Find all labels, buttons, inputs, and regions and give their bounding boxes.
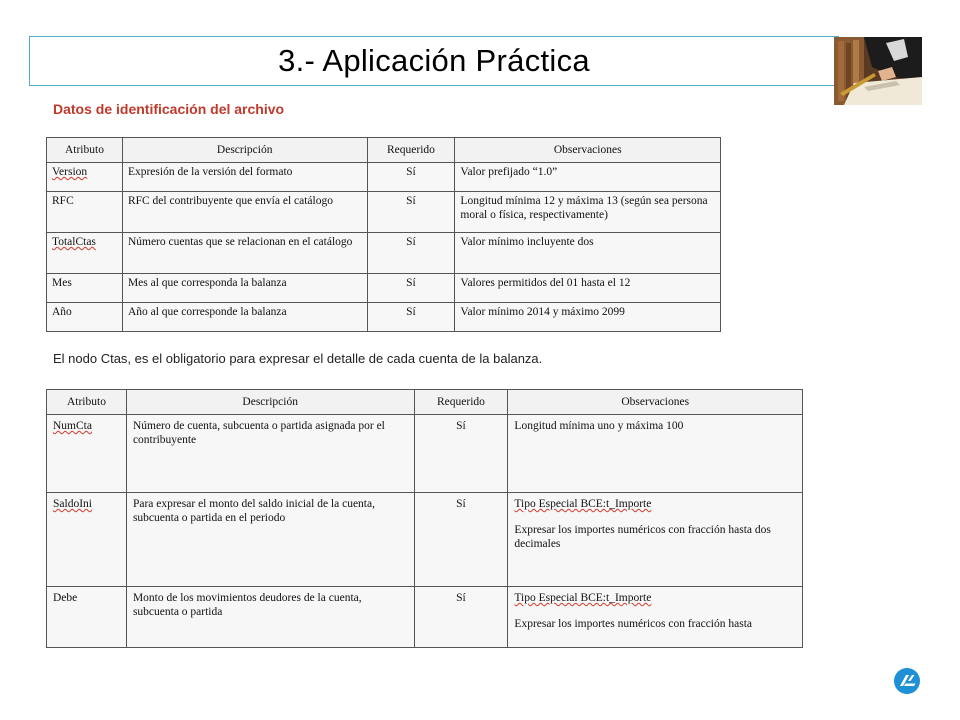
cell-requerido: Sí xyxy=(367,233,455,274)
header-requerido: Requerido xyxy=(414,390,508,415)
cell-requerido: Sí xyxy=(367,163,455,192)
attribute-name: Version xyxy=(52,166,88,178)
cell-observaciones: Valor mínimo 2014 y máximo 2099 xyxy=(455,303,721,332)
table-row xyxy=(47,163,721,192)
cell-requerido: Sí xyxy=(367,303,455,332)
cell-observaciones xyxy=(508,493,803,587)
cell-atributo xyxy=(47,493,127,587)
cell-descripcion: Para expresar el monto del saldo inicial de la cuenta, subcuenta o partida en el periodo xyxy=(126,493,414,587)
observation-line: Expresar los importes numéricos con fracción hasta dos decimales xyxy=(514,524,771,550)
ctas-note: El nodo Ctas, es el obligatorio para expresar el detalle de cada cuenta de la balanza. xyxy=(53,351,543,366)
identification-table xyxy=(46,137,721,332)
cell-atributo xyxy=(47,233,123,274)
cell-observaciones: Valor mínimo incluyente dos xyxy=(455,233,721,274)
header-requerido: Requerido xyxy=(367,138,455,163)
cell-atributo: Debe xyxy=(47,587,127,648)
observation-line: Longitud mínima uno y máxima 100 xyxy=(514,420,684,432)
table-row xyxy=(47,233,721,274)
table-header-row xyxy=(47,390,803,415)
cell-observaciones xyxy=(508,415,803,493)
cell-requerido: Sí xyxy=(414,415,508,493)
brand-logo-icon xyxy=(893,667,921,695)
cell-descripcion: Mes al que corresponda la balanza xyxy=(122,274,367,303)
section-heading: Datos de identificación del archivo xyxy=(53,101,285,117)
header-atributo: Atributo xyxy=(47,390,127,415)
header-photo xyxy=(834,37,922,105)
observation-type: Tipo Especial BCE:t_Importe xyxy=(514,498,652,510)
cell-atributo: RFC xyxy=(47,192,123,233)
header-observaciones: Observaciones xyxy=(455,138,721,163)
title-box xyxy=(29,36,839,86)
attribute-name: SaldoIni xyxy=(53,498,92,510)
cell-observaciones: Valores permitidos del 01 hasta el 12 xyxy=(455,274,721,303)
cell-descripcion: Año al que corresponde la balanza xyxy=(122,303,367,332)
cell-observaciones xyxy=(508,587,803,648)
cell-descripcion: Expresión de la versión del formato xyxy=(122,163,367,192)
cell-requerido: Sí xyxy=(414,587,508,648)
header-descripcion: Descripción xyxy=(126,390,414,415)
table-row xyxy=(47,415,803,493)
table-row xyxy=(47,587,803,648)
page-title: 3.- Aplicación Práctica xyxy=(278,43,590,78)
cell-requerido: Sí xyxy=(414,493,508,587)
cell-requerido: Sí xyxy=(367,192,455,233)
attribute-name: TotalCtas xyxy=(52,236,96,248)
cell-observaciones: Longitud mínima 12 y máxima 13 (según sea persona moral o física, respectivamente) xyxy=(455,192,721,233)
table-row xyxy=(47,192,721,233)
cell-requerido: Sí xyxy=(367,274,455,303)
cell-atributo: Mes xyxy=(47,274,123,303)
header-atributo: Atributo xyxy=(47,138,123,163)
header-descripcion: Descripción xyxy=(122,138,367,163)
cell-atributo xyxy=(47,415,127,493)
table-row xyxy=(47,493,803,587)
table-row xyxy=(47,303,721,332)
cell-atributo xyxy=(47,163,123,192)
cell-observaciones: Valor prefijado “1.0” xyxy=(455,163,721,192)
cell-descripcion: Número de cuenta, subcuenta o partida asignada por el contribuyente xyxy=(126,415,414,493)
cell-descripcion: RFC del contribuyente que envía el catálogo xyxy=(122,192,367,233)
table-row xyxy=(47,274,721,303)
cell-atributo: Año xyxy=(47,303,123,332)
observation-type: Tipo Especial BCE:t_Importe xyxy=(514,592,652,604)
attribute-name: NumCta xyxy=(53,420,92,432)
ctas-table xyxy=(46,389,803,648)
cell-descripcion: Monto de los movimientos deudores de la cuenta, subcuenta o partida xyxy=(126,587,414,648)
cell-descripcion: Número cuentas que se relacionan en el catálogo xyxy=(122,233,367,274)
table-header-row xyxy=(47,138,721,163)
header-observaciones: Observaciones xyxy=(508,390,803,415)
observation-line: Expresar los importes numéricos con fracción hasta xyxy=(514,618,753,630)
